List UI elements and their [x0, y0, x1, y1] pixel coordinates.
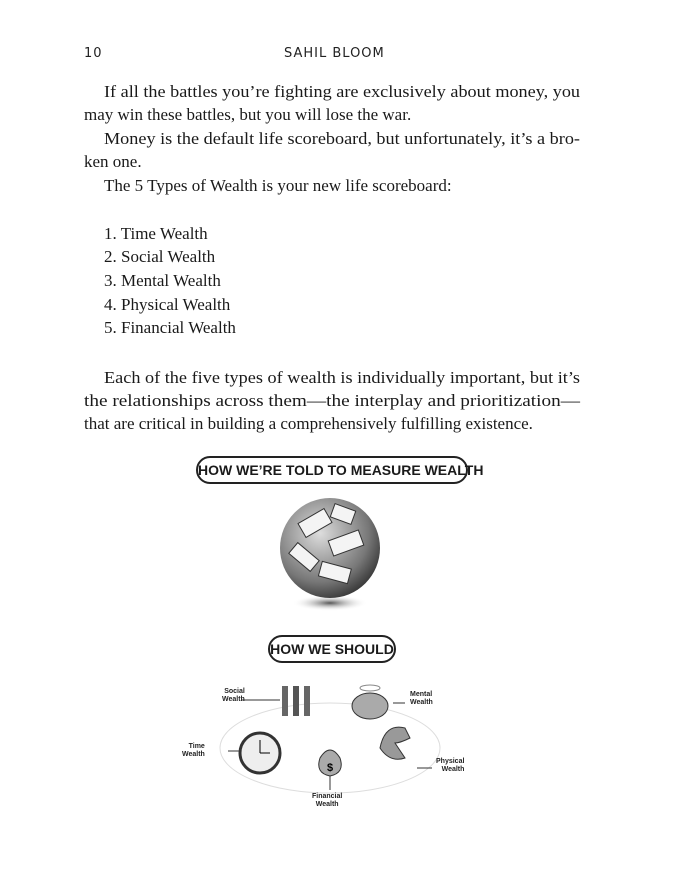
list-item: 3. Mental Wealth [104, 271, 221, 290]
label-social-wealth: Social Wealth [222, 688, 245, 703]
money-bag-icon [319, 750, 342, 776]
paragraph-line: ken one. [84, 152, 142, 171]
figure-label-told: HOW WE’RE TOLD TO MEASURE WEALTH [196, 456, 468, 484]
list-item: 2. Social Wealth [104, 247, 216, 266]
flexed-arm-icon [380, 727, 410, 759]
clock-icon [240, 733, 280, 773]
label-financial-wealth: Financial Wealth [312, 793, 343, 808]
svg-text:$: $ [326, 762, 334, 774]
list-item: 1. Time Wealth [104, 224, 208, 243]
figure-label-should: HOW WE SHOULD [268, 635, 396, 663]
list-item: 5. Financial Wealth [104, 318, 236, 337]
running-header-author: SAHIL BLOOM [284, 46, 385, 61]
paragraph-line: Money is the default life scoreboard, but unfortunately, it’s a bro- [104, 129, 580, 148]
money-globe-illustration [270, 495, 390, 620]
paragraph-line: The 5 Types of Wealth is your new life scoreboard: [104, 176, 452, 195]
label-physical-wealth: Physical Wealth [436, 758, 465, 773]
page-number: 10 [84, 46, 103, 61]
list-item: 4. Physical Wealth [104, 295, 231, 314]
people-icon [282, 686, 310, 716]
paragraph-line: Each of the five types of wealth is individually important, but it’s [104, 368, 580, 387]
label-time-wealth: Time Wealth [182, 743, 205, 758]
paragraph-line: may win these battles, but you will lose the war. [84, 105, 412, 124]
paragraph-line: the relationships across them—the interplay and prioritization— [84, 391, 580, 410]
paragraph-line: that are critical in building a comprehensively fulfilling existence. [84, 414, 533, 433]
brain-icon [352, 685, 388, 719]
label-mental-wealth: Mental Wealth [410, 691, 433, 706]
paragraph-line: If all the battles you’re fighting are exclusively about money, you [104, 82, 580, 101]
